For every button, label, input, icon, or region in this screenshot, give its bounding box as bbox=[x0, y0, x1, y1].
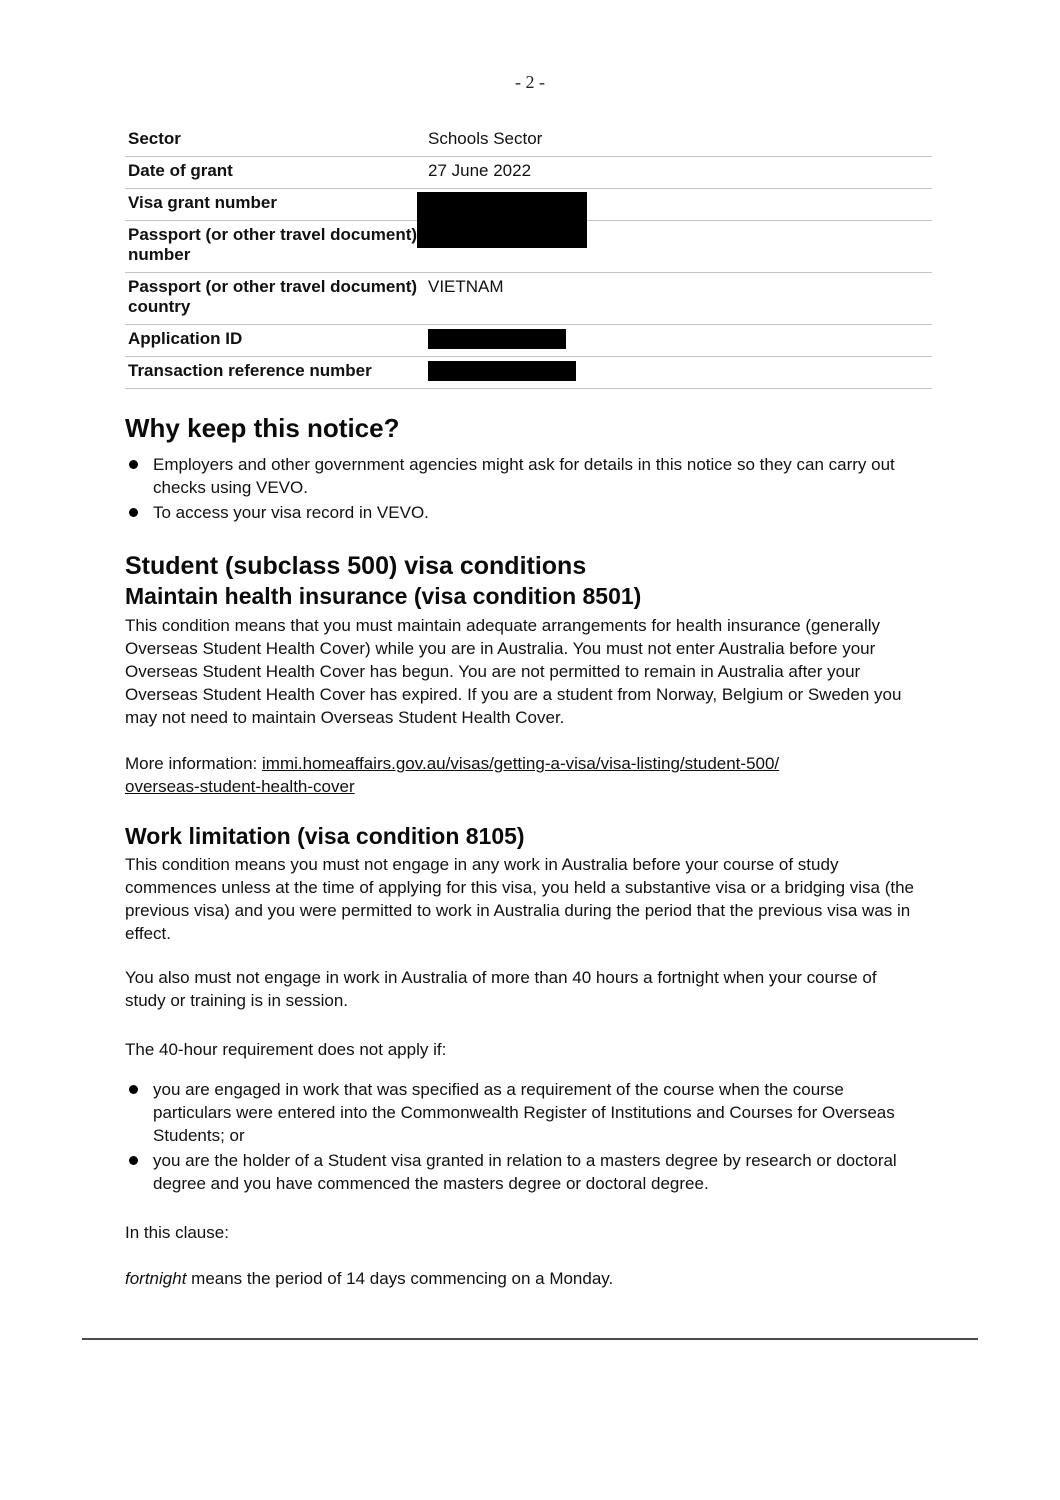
work-limitation-paragraph-2: You also must not engage in work in Australia of more than 40 hours a fortnight when your course of study or training is in session. bbox=[125, 968, 877, 1010]
health-insurance-heading: Maintain health insurance (visa condition 8501) bbox=[125, 583, 642, 609]
more-info-prefix: More information: bbox=[125, 754, 262, 773]
bullet-text: Employers and other government agencies might ask for details in this notice so they can carry out checks using VEVO. bbox=[153, 455, 895, 497]
table-row bbox=[125, 157, 932, 189]
bullet-item bbox=[125, 1149, 917, 1195]
bullet-text: you are the holder of a Student visa granted in relation to a masters degree by research or doctoral degree and you have commenced the masters degree or doctoral degree. bbox=[153, 1151, 897, 1193]
row-label: Transaction reference number bbox=[128, 361, 372, 380]
forty-hour-bullet-list bbox=[125, 1078, 935, 1195]
table-row bbox=[125, 273, 932, 325]
more-info-link-line2[interactable]: overseas-student-health-cover bbox=[125, 777, 355, 796]
clause-definition bbox=[125, 1267, 917, 1290]
row-label: Passport (or other travel document) country bbox=[128, 277, 418, 316]
clause-intro: In this clause: bbox=[125, 1223, 229, 1242]
bullet-icon bbox=[129, 460, 138, 469]
redaction-box bbox=[428, 361, 576, 381]
work-limitation-heading: Work limitation (visa condition 8105) bbox=[125, 823, 525, 849]
table-row bbox=[125, 357, 932, 389]
bullet-icon bbox=[129, 508, 138, 517]
why-keep-heading: Why keep this notice? bbox=[125, 413, 400, 443]
forty-hour-intro: The 40-hour requirement does not apply if: bbox=[125, 1040, 447, 1059]
table-row bbox=[125, 325, 932, 357]
row-value: Schools Sector bbox=[428, 129, 543, 148]
footer-rule bbox=[82, 1338, 978, 1340]
row-label: Visa grant number bbox=[128, 193, 277, 212]
why-keep-bullet-list bbox=[125, 453, 935, 524]
more-information-line bbox=[125, 752, 917, 798]
more-info-link-line1[interactable]: immi.homeaffairs.gov.au/visas/getting-a-visa/visa-listing/student-500/ bbox=[262, 754, 780, 773]
row-value: 27 June 2022 bbox=[428, 161, 532, 180]
row-value bbox=[428, 329, 932, 349]
health-insurance-paragraph: This condition means that you must maintain adequate arrangements for health insurance (generally Overseas Student Health Cover) while you are in Australia. You must not enter Australia before your Overseas Student Health Cover has begun. You are not permitted to remain in Australia after your Overseas Student Health Cover has expired. If you are a student from Norway, Belgium or Sweden you may not need to maintain Overseas Student Health Cover. bbox=[125, 616, 902, 727]
redaction-box bbox=[428, 329, 566, 349]
row-value bbox=[428, 361, 932, 381]
table-row bbox=[125, 125, 932, 157]
row-label: Date of grant bbox=[128, 161, 233, 180]
bullet-text: you are engaged in work that was specified as a requirement of the course when the course particulars were entered into the Commonwealth Register of Institutions and Courses for Overseas Students; or bbox=[153, 1080, 895, 1145]
redaction-box bbox=[417, 192, 587, 248]
row-label: Sector bbox=[128, 129, 181, 148]
bullet-icon bbox=[129, 1085, 138, 1094]
bullet-text: To access your visa record in VEVO. bbox=[153, 503, 429, 522]
page-number: - 2 - bbox=[515, 72, 545, 92]
row-label: Passport (or other travel document) number bbox=[128, 225, 418, 264]
clause-term: fortnight bbox=[125, 1269, 187, 1288]
row-value: VIETNAM bbox=[428, 277, 504, 296]
bullet-item bbox=[125, 1078, 917, 1147]
work-limitation-paragraph-1: This condition means you must not engage in any work in Australia before your course of study commences unless at the time of applying for this visa, you held a substantive visa or a bridging visa (the previous visa) and you were permitted to work in Australia during the period that the previous visa was in effect. bbox=[125, 855, 915, 943]
clause-rest: means the period of 14 days commencing on a Monday. bbox=[186, 1269, 614, 1288]
visa-conditions-heading: Student (subclass 500) visa conditions bbox=[125, 552, 587, 580]
bullet-icon bbox=[129, 1156, 138, 1165]
visa-details-table bbox=[125, 125, 932, 389]
bullet-item bbox=[125, 501, 917, 524]
row-label: Application ID bbox=[128, 329, 243, 348]
table-row bbox=[125, 189, 932, 221]
bullet-item bbox=[125, 453, 917, 499]
